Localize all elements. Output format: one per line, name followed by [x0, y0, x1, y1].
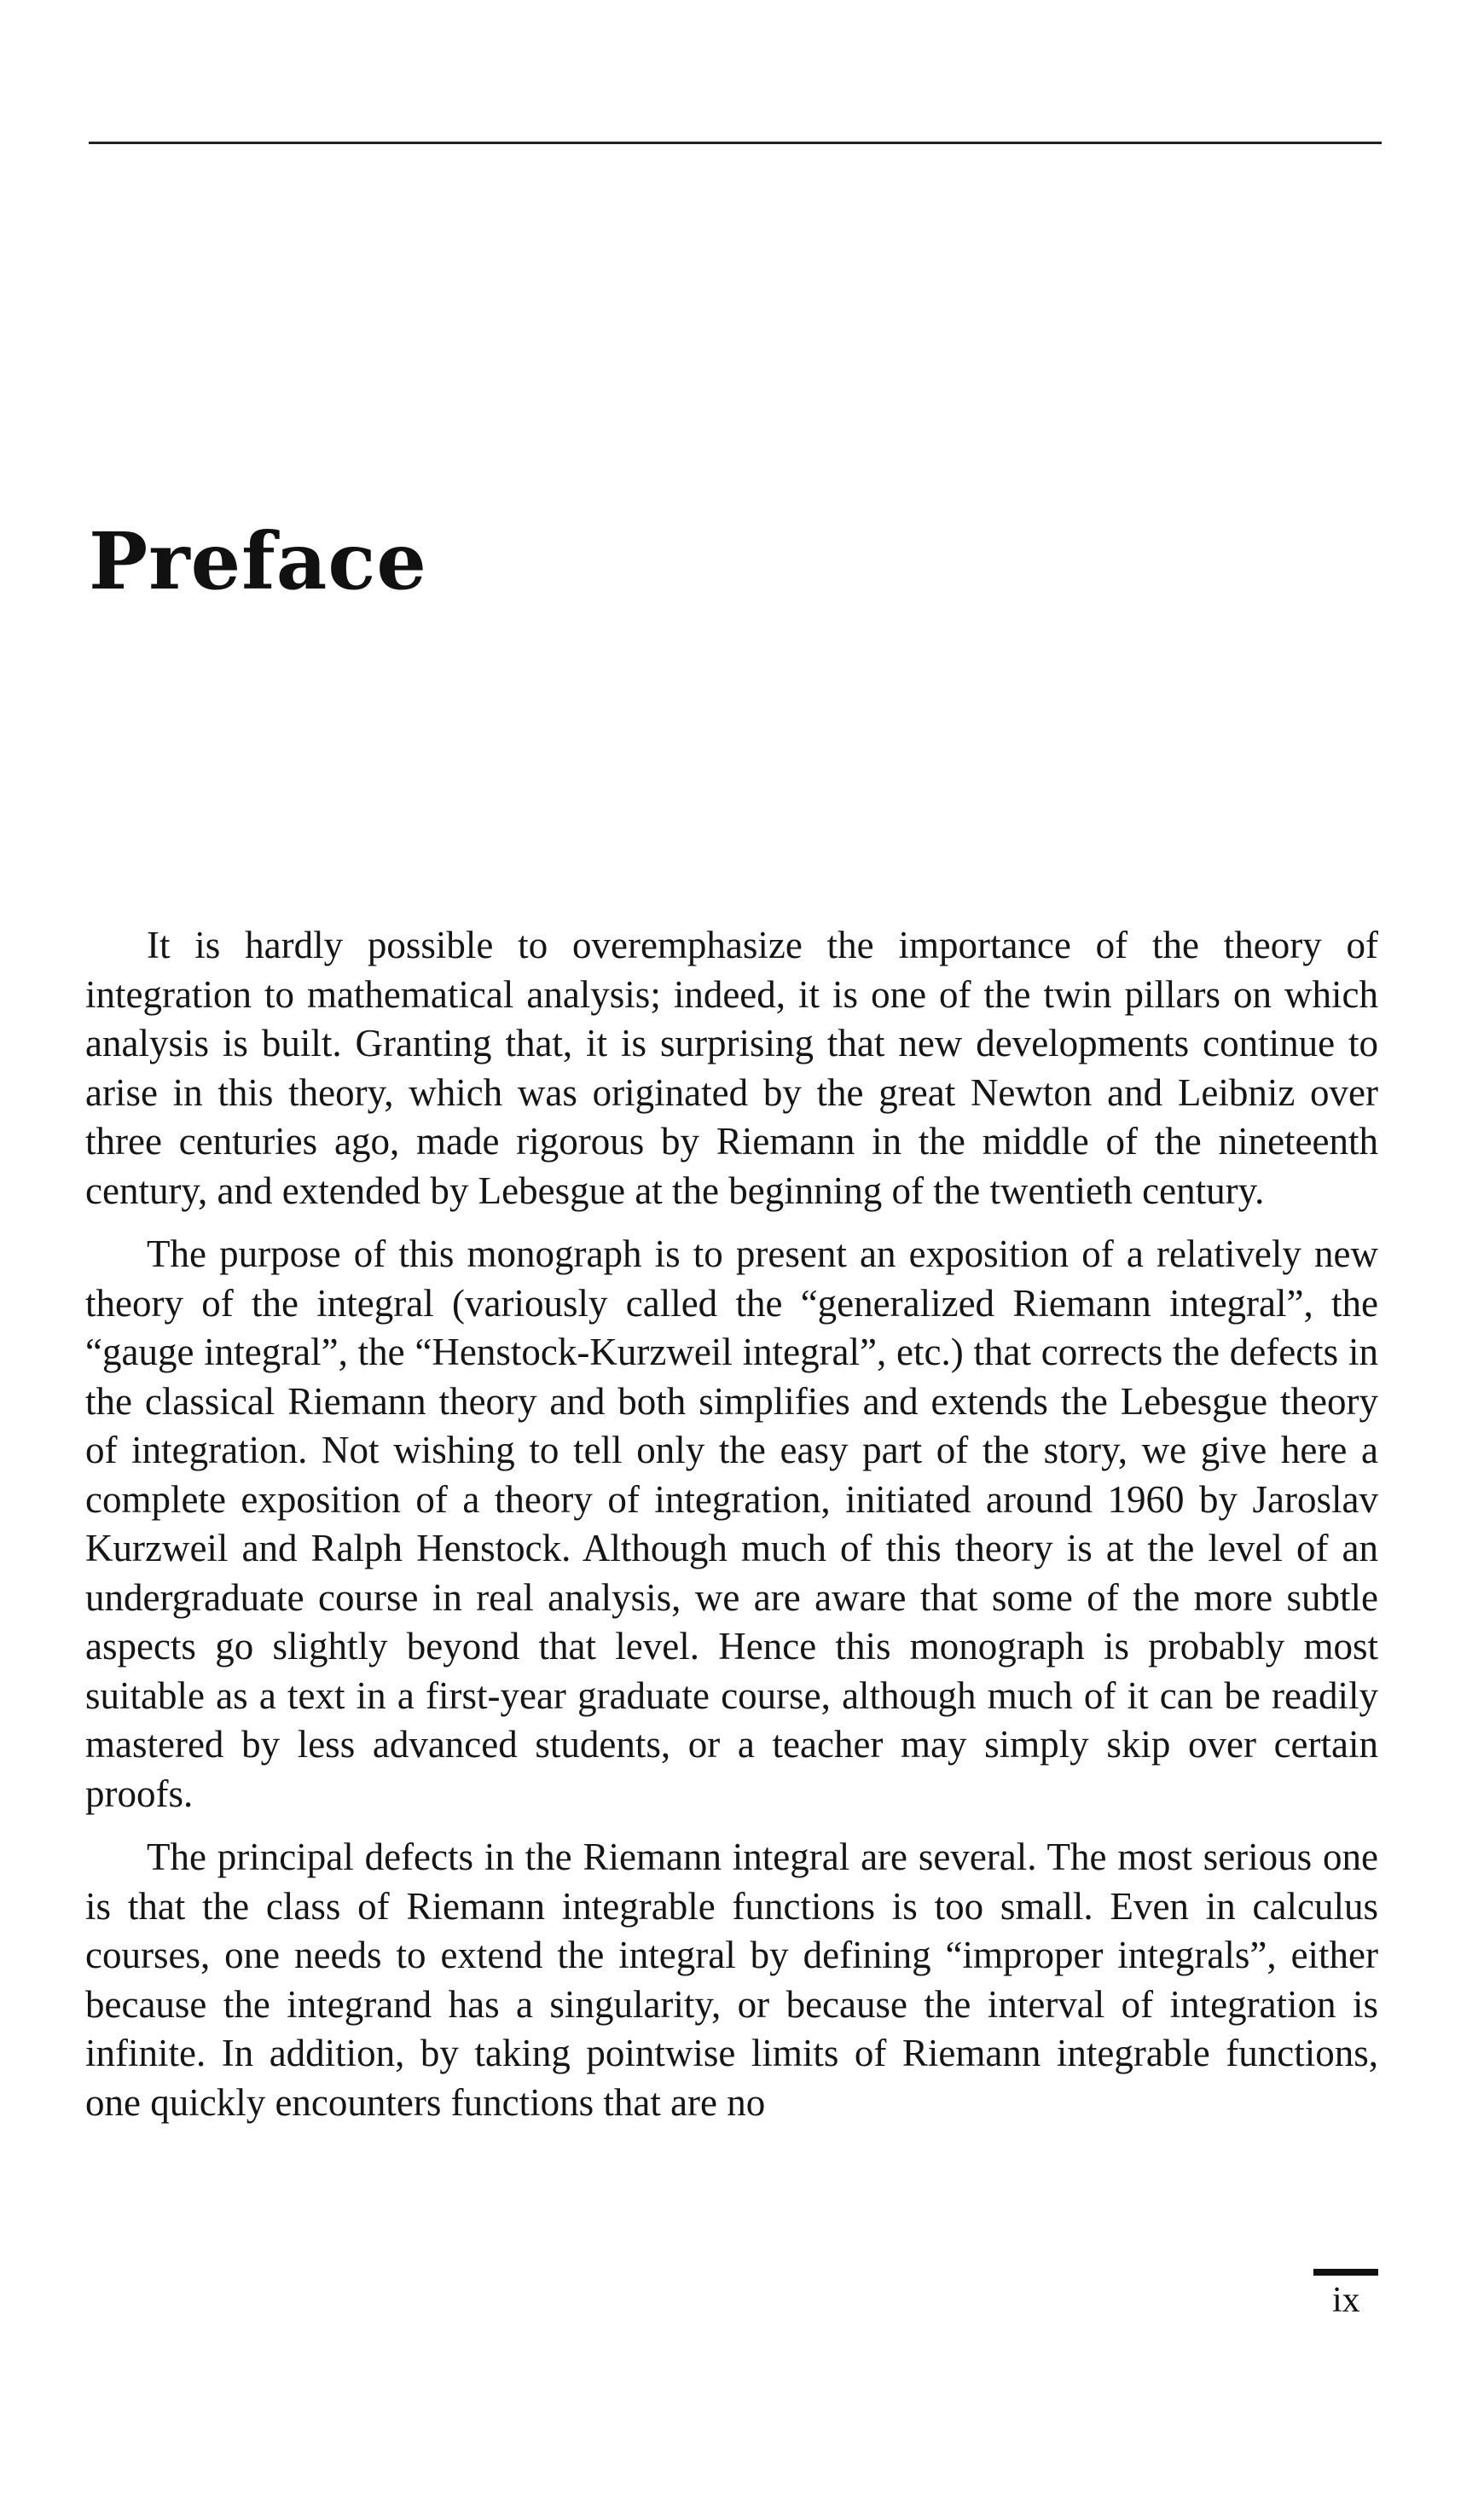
- page-number: ix: [1332, 2281, 1360, 2320]
- folio-mark: [1313, 2269, 1378, 2276]
- preface-body: [85, 921, 1378, 2142]
- top-rule: [89, 142, 1382, 144]
- paragraph-2: The purpose of this monograph is to present an exposition of a relatively new theory of the integral (variously called the “generalized Riemann integral”, the “gauge integral”, the “Henstock-Kurzweil integral”, etc.) that corrects the defects in the classical Riemann theory and both simplifies and extends the Lebesgue theory of integration. Not wishing to tell only the easy part of the story, we give here a complete exposition of a theory of integration, initiated around 1960 by Jaroslav Kurzweil and Ralph Henstock. Although much of this theory is at the level of an undergraduate course in real analysis, we are aware that some of the more subtle aspects go slightly beyond that level. Hence this monograph is probably most suitable as a text in a first-year graduate course, although much of it can be readily mastered by less advanced students, or a teacher may simply skip over certain proofs.: [85, 1232, 1378, 1815]
- chapter-title: Preface: [89, 515, 427, 607]
- paragraph-1: It is hardly possible to overemphasize the importance of the theory of integration to mathematical analysis; indeed, it is one of the twin pillars on which analysis is built. Granting that, it is surprising that new developments continue to arise in this theory, which was originated by the great Newton and Leibniz over three centuries ago, made rigorous by Riemann in the middle of the nineteenth century, and extended by Lebesgue at the beginning of the twentieth century.: [85, 924, 1378, 1212]
- paragraph-3: The principal defects in the Riemann integral are several. The most serious one is that the class of Riemann integrable functions is too small. Even in calculus courses, one needs to extend the integral by defining “improper integrals”, either because the integrand has a singularity, or because the interval of integration is infinite. In addition, by taking pointwise limits of Riemann integrable functions, one quickly encounters functions that are no: [85, 1836, 1378, 2124]
